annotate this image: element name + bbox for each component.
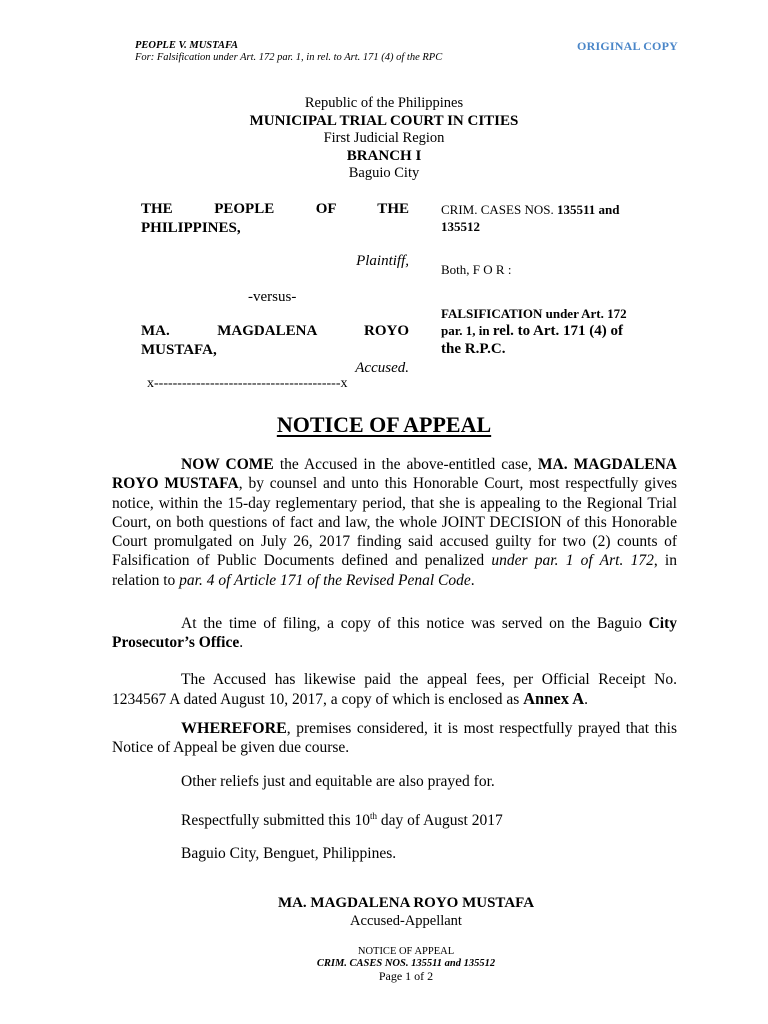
accused-name: MA. MAGDALENA ROYO MUSTAFA — [112, 456, 678, 493]
footer-block — [0, 946, 768, 982]
paragraph-5: Other reliefs just and equitable are also prayed for. — [181, 773, 495, 790]
crim-cases-nos: 135511 and — [556, 202, 620, 217]
region-line: First Judicial Region — [323, 130, 445, 146]
offense-line2b: rel. to Art. 171 (4) of — [492, 323, 624, 339]
city-line: Baguio City — [348, 165, 420, 181]
plaintiff-role: Plaintiff, — [356, 253, 409, 269]
running-header — [135, 40, 442, 64]
now-come: NOW COME — [181, 456, 274, 473]
republic-line: Republic of the Philippines — [304, 95, 464, 111]
header-case-title: PEOPLE V. MUSTAFA — [135, 40, 238, 51]
paragraph-1: NOW COME the Accused in the above-entitled case, MA. MAGDALENA ROYO MUSTAFA, by counsel and unto this Honorable Court, most respectfully gives notice, within the 15-day reglementary period, that she is appealing to the Regional Trial Court, on both questions of fact and law, the whole JOINT DECISION of this Honorable Court promulgated on July 26, 2017 finding said accused guilty for two (2) counts of Falsification of Public Documents defined and penalized under par. 1 of Art. 172, in relation to par. 4 of Article 171 of the Revised Penal Code. — [112, 456, 678, 589]
paragraph-3: The Accused has likewise paid the appeal fees, per Official Receipt No. 1234567 A dated August 10, 2017, a copy of which is enclosed as Annex A. — [112, 671, 677, 709]
crim-cases-prefix: CRIM. CASES NOS. — [441, 202, 557, 217]
offense-block — [441, 305, 671, 358]
footer-page: Page 1 of 2 — [378, 969, 434, 983]
both-for-label: Both, F O R : — [441, 262, 512, 277]
original-copy-label: ORIGINAL COPY — [577, 39, 678, 53]
accused-name-line1: MA. MAGDALENA ROYO — [141, 323, 409, 339]
crim-cases-nos-2: 135512 — [441, 219, 480, 234]
offense-line1: FALSIFICATION under Art. 172 — [441, 306, 627, 321]
caption-divider: x----------------------------------------x — [147, 376, 348, 391]
document-title: NOTICE OF APPEAL — [276, 412, 492, 437]
footer-cases: CRIM. CASES NOS. 135511 and 135512 — [316, 958, 496, 969]
accused-role: Accused. — [355, 360, 409, 376]
plaintiff-name-line1: THE PEOPLE OF THE — [141, 201, 409, 217]
wherefore: WHEREFORE — [181, 720, 287, 737]
annex-a: Annex A — [523, 689, 585, 709]
signatory-role: Accused-Appellant — [350, 913, 462, 929]
header-case-for: For: Falsification under Art. 172 par. 1, in rel. to Art. 171 (4) of the RPC — [135, 52, 443, 63]
versus-label: -versus- — [248, 289, 297, 305]
offense-line3: the R.P.C. — [441, 341, 506, 357]
paragraph-2: At the time of filing, a copy of this notice was served on the Baguio City Prosecutor’s Office. — [112, 615, 677, 652]
offense-line2a: par. 1, in — [441, 323, 493, 338]
crim-cases-block — [441, 201, 671, 235]
signatory-name: MA. MAGDALENA ROYO MUSTAFA — [277, 895, 535, 911]
paragraph-6: Respectfully submitted this 10th day of August 2017 — [181, 811, 503, 830]
accused-block — [141, 322, 409, 360]
paragraph-7: Baguio City, Benguet, Philippines. — [181, 845, 397, 862]
paragraph-4: WHEREFORE, premises considered, it is most respectfully prayed that this Notice of Appeal be given due course. — [112, 720, 677, 757]
footer-doc: NOTICE OF APPEAL — [357, 946, 455, 957]
plaintiff-block — [141, 200, 409, 238]
branch-line: BRANCH I — [346, 147, 422, 164]
accused-name-line2: MUSTAFA, — [141, 342, 217, 358]
court-heading — [0, 95, 768, 183]
prosecutor-office: City Prosecutor’s Office — [112, 615, 677, 652]
plaintiff-name-line2: PHILIPPINES, — [141, 220, 241, 236]
court-name: MUNICIPAL TRIAL COURT IN CITIES — [249, 112, 519, 129]
